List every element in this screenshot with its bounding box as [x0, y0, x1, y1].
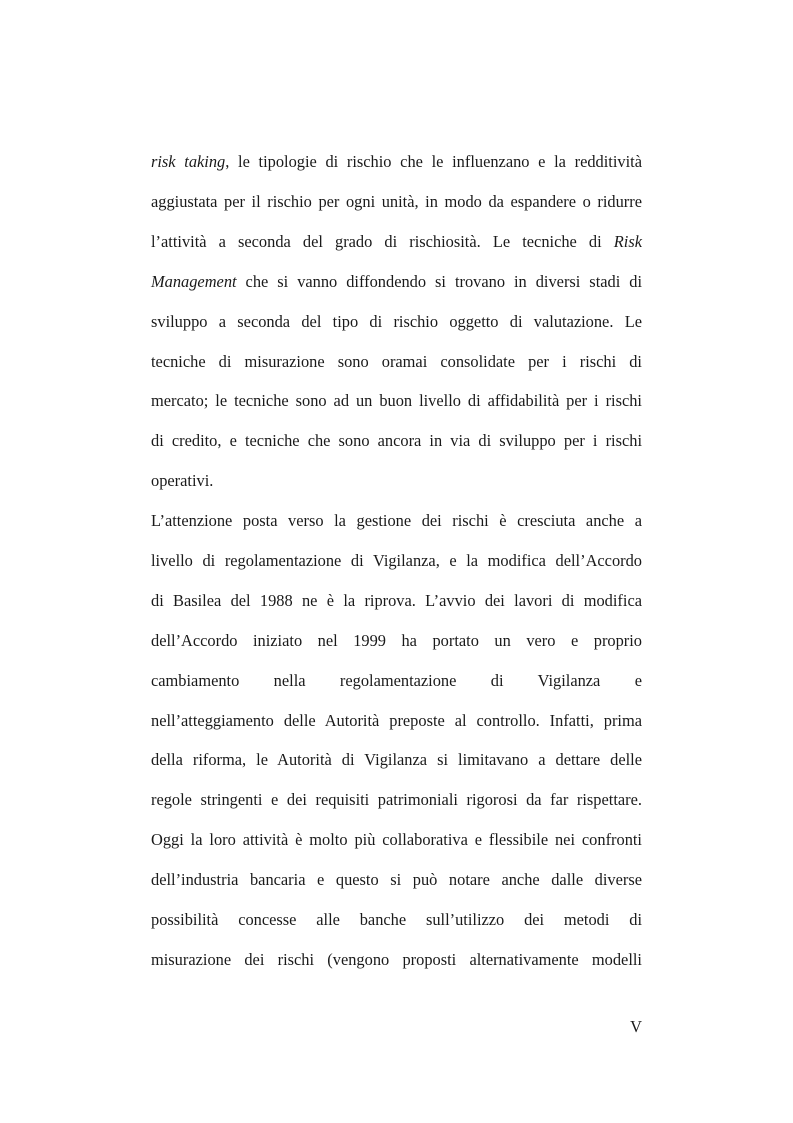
paragraph-2-line-1: L’attenzione posta verso la gestione dei rischi è cresciuta anche a	[151, 511, 642, 530]
line-text: che si vanno diffondendo si trovano in diversi stadi di	[236, 272, 642, 291]
paragraph-1-line-9: operativi.	[151, 471, 214, 490]
italic-term: risk taking	[151, 152, 226, 171]
paragraph-1-line-8: di credito, e tecniche che sono ancora in via di sviluppo per i rischi	[151, 431, 642, 450]
paragraph-1-line-1	[151, 152, 642, 172]
paragraph-2-line-3: di Basilea del 1988 ne è la riprova. L’avvio dei lavori di modifica	[151, 591, 642, 610]
paragraph-2-line-12: misurazione dei rischi (vengono proposti alternativamente modelli	[151, 950, 642, 969]
paragraph-2-line-7: della riforma, le Autorità di Vigilanza si limitavano a dettare delle	[151, 750, 642, 769]
paragraph-1-line-4	[151, 272, 642, 292]
paragraph-1-line-3	[151, 232, 642, 252]
paragraph-2-line-4: dell’Accordo iniziato nel 1999 ha portato un vero e proprio	[151, 631, 642, 650]
paragraph-1-line-6: tecniche di misurazione sono oramai consolidate per i rischi di	[151, 352, 642, 371]
paragraph-1-line-2: aggiustata per il rischio per ogni unità, in modo da espandere o ridurre	[151, 192, 642, 211]
paragraph-2-line-2: livello di regolamentazione di Vigilanza, e la modifica dell’Accordo	[151, 551, 642, 570]
italic-term: Management	[151, 272, 237, 291]
page-number: V	[630, 1017, 642, 1036]
line-text: l’attività a seconda del grado di rischiosità. Le tecniche di	[151, 232, 614, 251]
paragraph-1-line-5: sviluppo a seconda del tipo di rischio oggetto di valutazione. Le	[151, 312, 642, 331]
paragraph-2-line-9: Oggi la loro attività è molto più collaborativa e flessibile nei confronti	[151, 830, 642, 849]
paragraph-2-line-8: regole stringenti e dei requisiti patrimoniali rigorosi da far rispettare.	[151, 790, 642, 809]
paragraph-2-line-10: dell’industria bancaria e questo si può notare anche dalle diverse	[151, 870, 642, 889]
paragraph-2-line-6: nell’atteggiamento delle Autorità preposte al controllo. Infatti, prima	[151, 711, 642, 730]
paragraph-1-line-7: mercato; le tecniche sono ad un buon livello di affidabilità per i rischi	[151, 391, 642, 410]
paragraph-2-line-11: possibilità concesse alle banche sull’utilizzo dei metodi di	[151, 910, 642, 929]
line-text: , le tipologie di rischio che le influenzano e la redditività	[225, 152, 642, 171]
paragraph-2-line-5: cambiamento nella regolamentazione di Vigilanza e	[151, 671, 642, 690]
italic-term: Risk	[613, 232, 642, 251]
